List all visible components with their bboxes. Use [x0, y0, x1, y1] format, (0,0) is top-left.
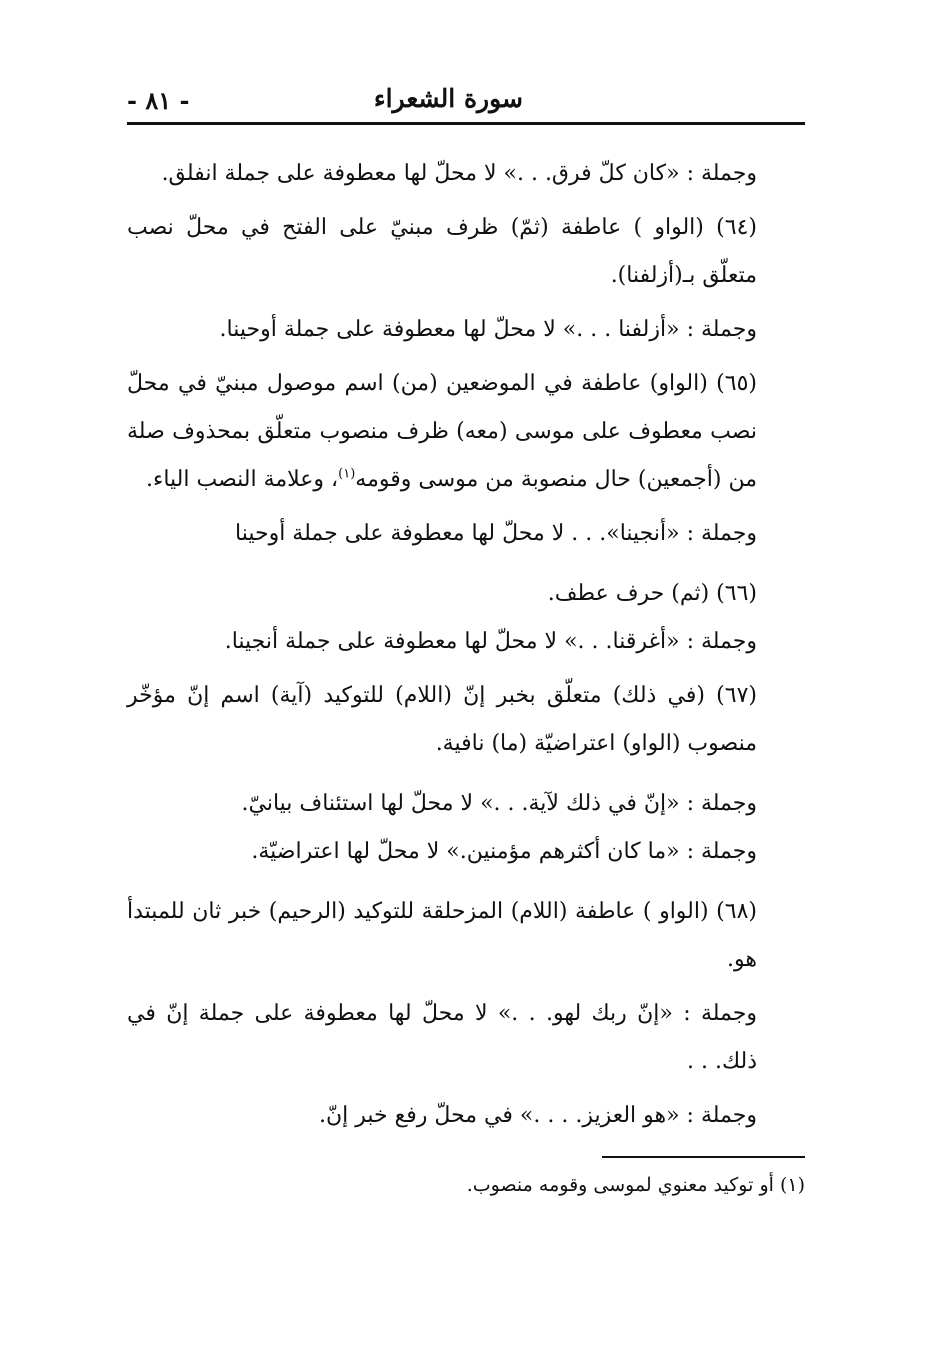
- header-rule: [127, 122, 805, 125]
- paragraph-text: (٦٥) (الواو) عاطفة في الموضعين (من) اسم موصول مبنيّ في محلّ نصب معطوف على موسى (معه) ظرف منصوب متعلّق بمحذوف صلة من (أجمعين) حال منصوبة من موسى وقومه: [127, 371, 757, 492]
- paragraph: وجملة : «أزلفنا . . .» لا محلّ لها معطوفة على جملة أوحينا.: [219, 317, 757, 342]
- paragraph: (٦٨) (الواو ) عاطفة (اللام) المزحلقة للتوكيد (الرحيم) خبر ثان للمبتدأ هو.: [127, 899, 757, 972]
- paragraph: (٦٧) (في ذلك) متعلّق بخبر إنّ (اللام) للتوكيد (آية) اسم إنّ مؤخّر منصوب (الواو) اعتراضيّة (ما) نافية.: [127, 683, 757, 756]
- paragraph: وجملة : «ما كان أكثرهم مؤمنين.» لا محلّ لها اعتراضيّة.: [251, 839, 757, 864]
- paragraph: وجملة : «إنّ ربك لهو. . .» لا محلّ لها معطوفة على جملة إنّ في ذلك. . .: [127, 1001, 757, 1074]
- page-body: [127, 150, 805, 1146]
- paragraph: (٦٤) (الواو ) عاطفة (ثمّ) ظرف مبنيّ على الفتح في محلّ نصب متعلّق بـ(أزلفنا).: [127, 215, 757, 288]
- page-header: [127, 78, 805, 122]
- footnote: (١) أو توكيد معنوي لموسى وقومه منصوب.: [466, 1174, 805, 1196]
- paragraph-with-note: [127, 360, 805, 504]
- footnote-marker: (١): [338, 466, 356, 482]
- footnote-rule: [602, 1156, 805, 1158]
- paragraph: (٦٦) (ثم) حرف عطف.: [547, 581, 757, 606]
- paragraph: وجملة : «أغرقنا. . .» لا محلّ لها معطوفة على جملة أنجينا.: [224, 629, 757, 654]
- paragraph: وجملة : «أنجينا». . . لا محلّ لها معطوفة على جملة أوحينا: [235, 521, 757, 546]
- page-number: - ٨١ -: [127, 86, 190, 115]
- paragraph-tail: ، وعلامة النصب الياء.: [145, 467, 339, 492]
- surah-title: سورة الشعراء: [373, 84, 523, 113]
- paragraph: وجملة : «كان كلّ فرق. . .» لا محلّ لها معطوفة على جملة انفلق.: [161, 161, 757, 186]
- paragraph: وجملة : «هو العزيز. . . .» في محلّ رفع خبر إنّ.: [318, 1103, 757, 1128]
- paragraph: وجملة : «إنّ في ذلك لآية. . .» لا محلّ لها استئناف بيانيّ.: [241, 791, 757, 816]
